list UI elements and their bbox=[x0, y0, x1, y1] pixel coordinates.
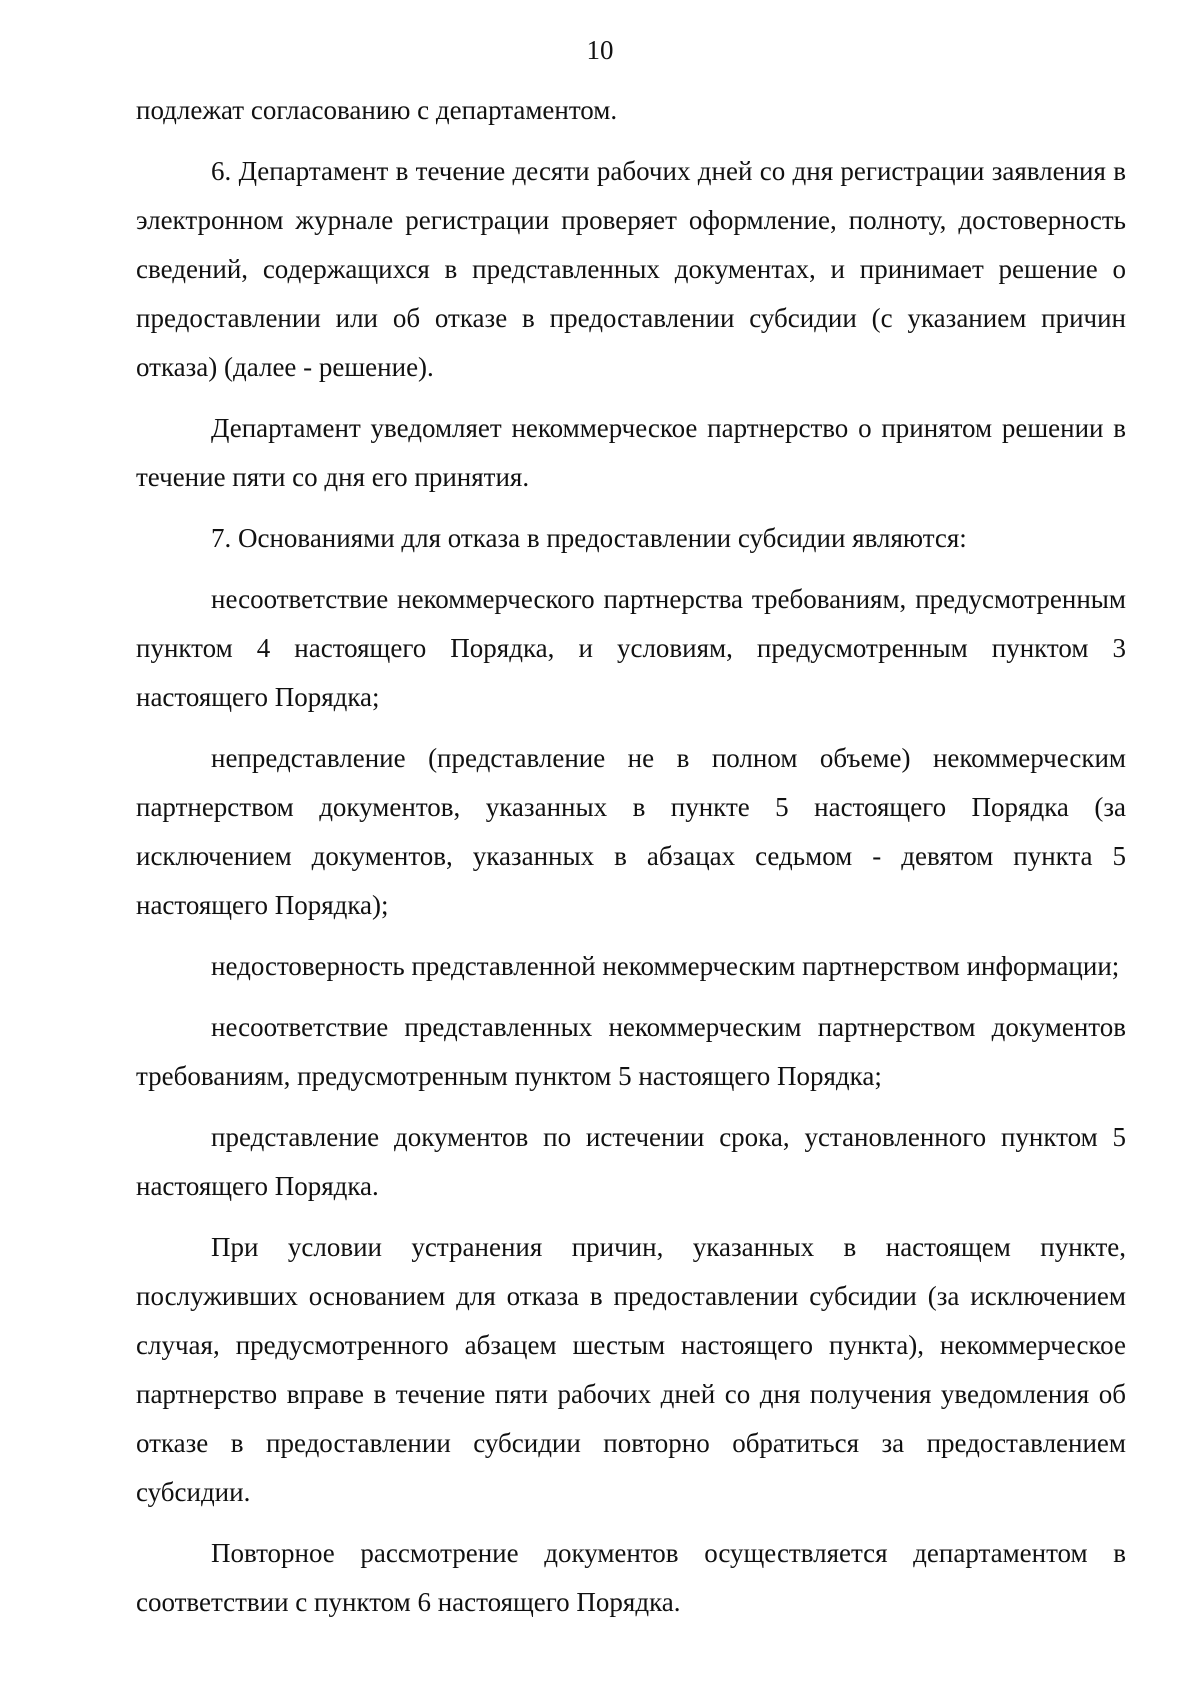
paragraph-ground-5: представление документов по истечении срока, установленного пунктом 5 настоящего Порядка. bbox=[136, 1122, 1126, 1201]
paragraph-repeat-review: Повторное рассмотрение документов осуществляется департаментом в соответствии с пунктом 6 настоящего Порядка. bbox=[136, 1538, 1126, 1617]
document-body bbox=[136, 86, 1126, 1627]
paragraph-resubmission: При условии устранения причин, указанных в настоящем пункте, послуживших основанием для отказа в предоставлении субсидии (за исключением случая, предусмотренного абзацем шестым настоящего пункта), некоммерческое партнерство вправе в течение пяти рабочих дней со дня получения уведомления об отказе в предоставлении субсидии повторно обратиться за предоставлением субсидии. bbox=[136, 1232, 1126, 1507]
paragraph-item-6: 6. Департамент в течение десяти рабочих дней со дня регистрации заявления в электронном журнале регистрации проверяет оформление, полноту, достоверность сведений, содержащихся в представленных документах, и принимает решение о предоставлении или об отказе в предоставлении субсидии (с указанием причин отказа) (далее - решение). bbox=[136, 156, 1126, 382]
paragraph-item-7: 7. Основаниями для отказа в предоставлении субсидии являются: bbox=[211, 523, 967, 553]
paragraph-continuation: подлежат согласованию с департаментом. bbox=[136, 95, 618, 125]
paragraph-notification: Департамент уведомляет некоммерческое партнерство о принятом решении в течение пяти со дня его принятия. bbox=[136, 413, 1126, 492]
paragraph-ground-3: недостоверность представленной некоммерческим партнерством информации; bbox=[211, 951, 1120, 981]
paragraph-ground-4: несоответствие представленных некоммерческим партнерством документов требованиям, предусмотренным пунктом 5 настоящего Порядка; bbox=[136, 1012, 1126, 1091]
paragraph-ground-2: непредставление (представление не в полном объеме) некоммерческим партнерством документов, указанных в пункте 5 настоящего Порядка (за исключением документов, указанных в абзацах седьмом - девятом пункта 5 настоящего Порядка); bbox=[136, 743, 1126, 920]
paragraph-ground-1: несоответствие некоммерческого партнерства требованиям, предусмотренным пунктом 4 настоящего Порядка, и условиям, предусмотренным пунктом 3 настоящего Порядка; bbox=[136, 584, 1126, 712]
page-number: 10 bbox=[586, 35, 614, 65]
